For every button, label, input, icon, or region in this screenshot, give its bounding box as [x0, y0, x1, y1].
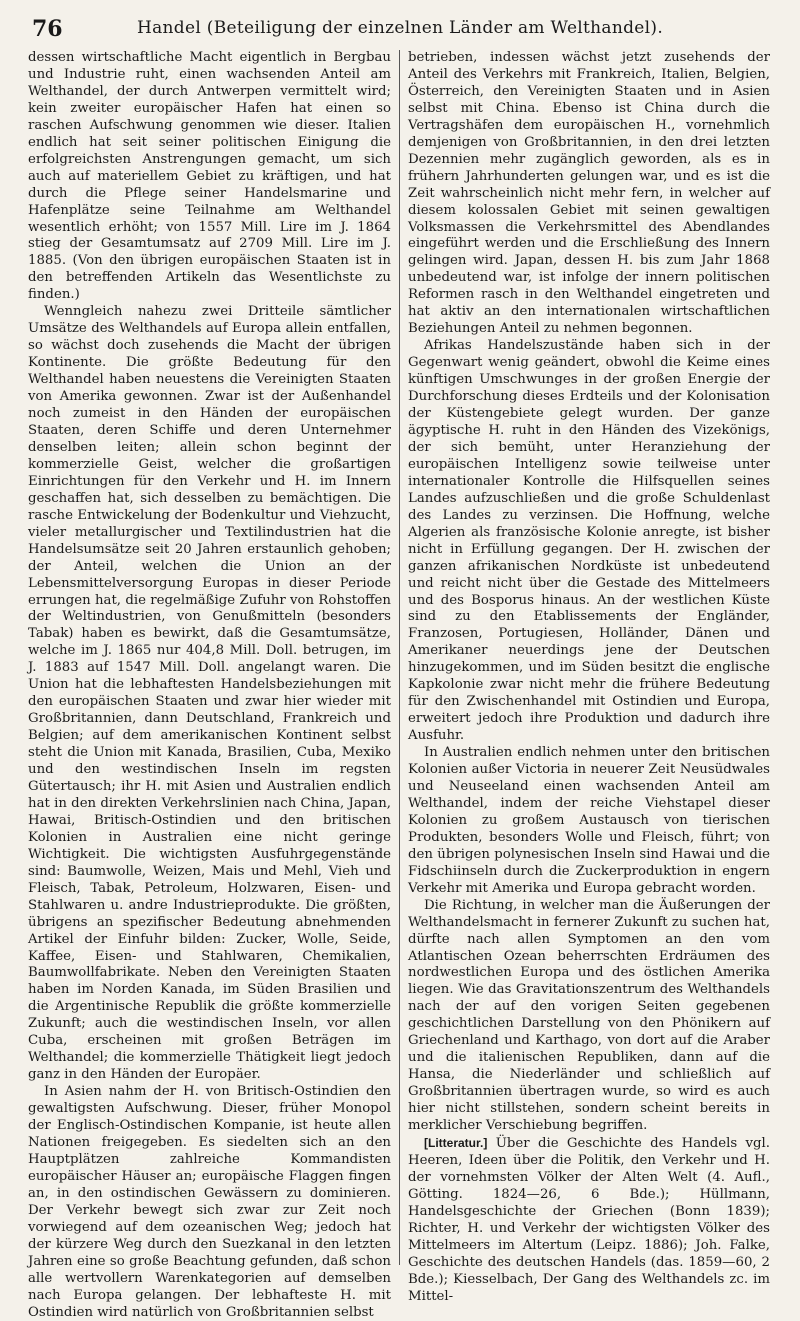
- text-columns: [28, 50, 772, 1320]
- paragraph: Afrikas Handelszustände haben sich in der Gegenwart wenig geändert, obwohl die Keime eines künftigen Umschwunges in der großen Energie der Durchforschung dieses Erdteils und der Kolonisation der Küstengebiete gelegt wurden. Der ganze ägyptische H. ruht in den Händen des Vizekönigs, der sich bemüht, unter Heranziehung der europäischen Intelligenz sowie teilweise unter internationaler Kontrolle die Hilfsquellen seines Landes aufzuschließen und die große Schuldenlast des Landes zu verzinsen. Die Hoffnung, welche Algerien als französische Kolonie anregte, ist bisher nicht in Erfüllung gegangen. Der H. zwischen der ganzen afrikanischen Nordküste ist unbedeutend und reicht nicht über die Gestade des Mittelmeers und des Bosporus hinaus. An der westlichen Küste sind zu den Etablissements der Engländer, Franzosen, Portugiesen, Holländer, Dänen und Amerikaner neuerdings jene der Deutschen hinzugekommen, und im Süden besitzt die englische Kapkolonie zwar nicht mehr die frühere Bedeutung für den Zwischenhandel mit Ostindien und Europa, erweitert jedoch ihre Produktion und dadurch ihre Ausfuhr.: [408, 338, 770, 744]
- paragraph: betrieben, indessen wächst jetzt zusehends der Anteil des Verkehrs mit Frankreich, Italien, Belgien, Österreich, den Vereinigten Staaten und in Asien selbst mit China. Ebenso ist China durch die Vertragshäfen dem europäischen H., vornehmlich demjenigen von Großbritannien, in den drei letzten Dezennien mehr zugänglich geworden, als es in frühern Jahrhunderten gelungen war, und es ist die Zeit wahrscheinlich nicht mehr fern, in welcher auf diesem kolossalen Gebiet mit seinen gewaltigen Volksmassen die Verkehrsmittel des Abendlandes eingeführt werden und die Erschließung des Innern gelingen wird. Japan, dessen H. bis zum Jahr 1868 unbedeutend war, ist infolge der innern politischen Reformen rasch in den Welthandel eingetreten und hat aktiv an den internationalen wirtschaftlichen Beziehungen Anteil zu nehmen begonnen.: [408, 50, 770, 337]
- paragraph: In Asien nahm der H. von Britisch-Ostindien den gewaltigsten Aufschwung. Dieser, früher Monopol der Englisch-Ostindischen Kompanie, ist heute allen Nationen freigegeben. Es siedelten sich an den Hauptplätzen zahlreiche Kommandisten europäischer Häuser an; europäische Flaggen fingen an, in den ostindischen Gewässern zu dominieren. Der Verkehr bewegt sich zwar zur Zeit noch vorwiegend auf dem ozeanischen Weg; jedoch hat der kürzere Weg durch den Suezkanal in den letzten Jahren eine so große Beachtung gefunden, daß schon alle wertvollern Warenkategorien auf demselben nach Europa gelangen. Der lebhafteste H. mit Ostindien wird natürlich von Großbritannien selbst: [28, 1084, 391, 1320]
- page-number: 76: [32, 16, 63, 42]
- paragraph: Wenngleich nahezu zwei Dritteile sämtlicher Umsätze des Welthandels auf Europa allein entfallen, so wächst doch zusehends die Macht der übrigen Kontinente. Die größte Bedeutung für den Welthandel haben neuestens die Vereinigten Staaten von Amerika gewonnen. Zwar ist der Außenhandel noch zumeist in den Händen der europäischen Staaten, deren Schiffe und deren Unternehmer denselben leiten; allein schon beginnt der kommerzielle Geist, welcher die großartigen Einrichtungen für den Verkehr und H. im Innern geschaffen hat, sich desselben zu bemächtigen. Die rasche Entwickelung der Bodenkultur und Viehzucht, vieler metallurgischer und Textilindustrien hat die Handelsumsätze seit 20 Jahren erstaunlich gehoben; der Anteil, welchen die Union an der Lebensmittelversorgung Europas in dieser Periode errungen hat, die regelmäßige Zufuhr von Rohstoffen der Weltindustrien, von Genußmitteln (besonders Tabak) haben es bewirkt, daß die Gesamtumsätze, welche im J. 1865 nur 404,8 Mill. Doll. betrugen, im J. 1883 auf 1547 Mill. Doll. angelangt waren. Die Union hat die lebhaftesten Handelsbeziehungen mit den europäischen Staaten und zwar hier wieder mit Großbritannien, dann Deutschland, Frankreich und Belgien; auf dem amerikanischen Kontinent selbst steht die Union mit Kanada, Brasilien, Cuba, Mexiko und den westindischen Inseln im regsten Gütertausch; ihr H. mit Asien und Australien endlich hat in den direkten Verkehrslinien nach China, Japan, Hawai, Britisch-Ostindien und den britischen Kolonien in Australien eine nicht geringe Wichtigkeit. Die wichtigsten Ausfuhrgegenstände sind: Baumwolle, Weizen, Mais und Mehl, Vieh und Fleisch, Tabak, Petroleum, Holzwaren, Eisen- und Stahlwaren u. andre Industrieprodukte. Die größten, übrigens an spezifischer Bedeutung abnehmenden Artikel der Einfuhr bilden: Zucker, Wolle, Seide, Kaffee, Eisen- und Stahlwaren, Chemikalien, Baumwollfabrikate. Neben den Vereinigten Staaten haben im Norden Kanada, im Süden Brasilien und die Argentinische Republik die größte kommerzielle Zukunft; auch die westindischen Inseln, vor allen Cuba, erscheinen mit großen Beträgen im Welthandel; die kommerzielle Thätigkeit liegt jedoch ganz in den Händen der Europäer.: [28, 304, 391, 1083]
- literature-label: [Litteratur.]: [424, 1136, 488, 1150]
- literature-paragraph: [408, 1135, 770, 1306]
- paragraph: Die Richtung, in welcher man die Äußerungen der Welthandelsmacht in fernerer Zukunft zu suchen hat, dürfte nach allen Symptomen an den vom Atlantischen Ozean beherrschten Erdräumen des nordwestlichen Europa und des östlichen Amerika liegen. Wie das Gravitationszentrum des Welthandels nach der auf den vorigen Seiten gegebenen geschichtlichen Darstellung von den Phönikern auf Griechenland und Karthago, von dort auf die Araber und die italienischen Republiken, dann auf die Hansa, die Niederländer und schließlich auf Großbritannien übertragen wurde, so wird es auch hier nicht stillstehen, sondern scheint bereits in merklicher Verschiebung begriffen.: [408, 897, 770, 1134]
- running-title: Handel (Beteiligung der einzelnen Länder am Welthandel).: [136, 18, 664, 38]
- right-column: [399, 50, 770, 1304]
- paragraph: In Australien endlich nehmen unter den britischen Kolonien außer Victoria in neuerer Zeit Neusüdwales und Neuseeland einen wachsenden Anteil am Welthandel, indem der reiche Viehstapel dieser Kolonien zu großem Austausch von tierischen Produkten, besonders Wolle und Fleisch, führt; von den übrigen polynesischen Inseln sind Hawai und die Fidschiinseln durch die Zuckerproduktion in engern Verkehr mit Amerika und Europa gebracht worden.: [408, 745, 770, 896]
- left-column: [28, 50, 399, 1320]
- paragraph: dessen wirtschaftliche Macht eigentlich in Bergbau und Industrie ruht, einen wachsenden Anteil am Welthandel, der durch Antwerpen vermittelt wird; kein zweiter europäischer Hafen hat einen so raschen Aufschwung genommen wie dieser. Italien endlich hat seit seiner politischen Einigung die erfolgreichsten Anstrengungen gemacht, um sich auch auf materiellem Gebiet zu kräftigen, und hat durch die Pflege seiner Handelsmarine und Hafenplätze seine Teilnahme am Welthandel wesentlich erhöht; von 1557 Mill. Lire im J. 1864 stieg der Gesamtumsatz auf 2709 Mill. Lire im J. 1885. (Von den übrigen europäischen Staaten ist in den betreffenden Artikeln das Wesentlichste zu finden.): [28, 50, 391, 303]
- page-header: [28, 14, 772, 44]
- literature-text: Über die Geschichte des Handels vgl. Heeren, Ideen über die Politik, den Verkehr und H. der vornehmsten Völker der Alten Welt (4. Aufl., Götting. 1824—26, 6 Bde.); Hüllmann, Handelsgeschichte der Griechen (Bonn 1839); Richter, H. und Verkehr der wichtigsten Völker des Mittelmeers im Altertum (Leipz. 1886); Joh. Falke, Geschichte des deutschen Handels (das. 1859—60, 2 Bde.); Kiesselbach, Der Gang des Welthandels zc. im Mittel-: [408, 1136, 770, 1304]
